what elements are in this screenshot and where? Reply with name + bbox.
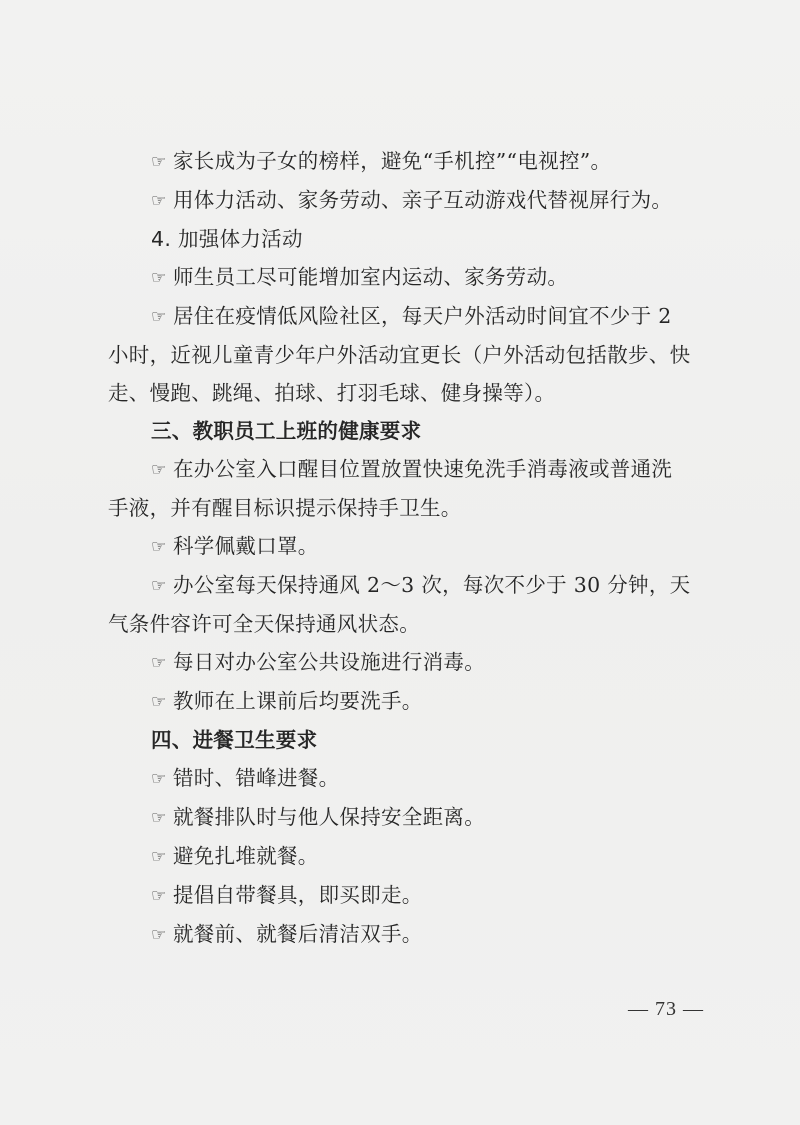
bullet-line — [108, 798, 698, 837]
pointing-hand-icon: ☞ — [151, 268, 167, 288]
bullet-line — [108, 258, 698, 297]
line-text: 错时、错峰进餐。 — [173, 766, 340, 790]
pointing-hand-icon: ☞ — [151, 537, 167, 557]
bullet-line — [108, 297, 698, 336]
section-heading: 四、进餐卫生要求 — [151, 728, 318, 752]
continuation-line: 小时，近视儿童青少年户外活动宜更长（户外活动包括散步、快 — [108, 343, 691, 367]
continuation-line: 走、慢跑、跳绳、拍球、打羽毛球、健身操等）。 — [108, 381, 556, 405]
bullet-line — [108, 450, 698, 489]
bullet-line — [108, 527, 698, 566]
line-text: 办公室每天保持通风 2～3 次，每次不少于 30 分钟，天 — [173, 573, 691, 597]
section-heading: 三、教职员工上班的健康要求 — [151, 419, 422, 443]
line-text: 教师在上课前后均要洗手。 — [173, 689, 423, 713]
body-text — [108, 142, 698, 954]
subheading: 4. 加强体力活动 — [151, 227, 303, 251]
line-text: 用体力活动、家务劳动、亲子互动游戏代替视屏行为。 — [173, 188, 673, 212]
bullet-line — [108, 915, 698, 954]
line-text: 避免扎堆就餐。 — [173, 844, 319, 868]
continuation-line: 手液，并有醒目标识提示保持手卫生。 — [108, 496, 462, 520]
pointing-hand-icon: ☞ — [151, 653, 167, 673]
bullet-line — [108, 142, 698, 181]
pointing-hand-icon: ☞ — [151, 769, 167, 789]
bullet-line — [108, 643, 698, 682]
pointing-hand-icon: ☞ — [151, 692, 167, 712]
pointing-hand-icon: ☞ — [151, 152, 167, 172]
line-text: 就餐前、就餐后清洁双手。 — [173, 922, 423, 946]
bullet-line — [108, 181, 698, 220]
pointing-hand-icon: ☞ — [151, 847, 167, 867]
pointing-hand-icon: ☞ — [151, 886, 167, 906]
line-text: 就餐排队时与他人保持安全距离。 — [173, 805, 485, 829]
bullet-line — [108, 837, 698, 876]
pointing-hand-icon: ☞ — [151, 925, 167, 945]
line-text: 提倡自带餐具，即买即走。 — [173, 883, 423, 907]
pointing-hand-icon: ☞ — [151, 576, 167, 596]
bullet-line — [108, 876, 698, 915]
line-text: 居住在疫情低风险社区，每天户外活动时间宜不少于 2 — [173, 304, 672, 328]
pointing-hand-icon: ☞ — [151, 307, 167, 327]
pointing-hand-icon: ☞ — [151, 191, 167, 211]
line-text: 每日对办公室公共设施进行消毒。 — [173, 650, 485, 674]
bullet-line — [108, 682, 698, 721]
line-text: 科学佩戴口罩。 — [173, 534, 319, 558]
line-text: 家长成为子女的榜样，避免“手机控”“电视控”。 — [173, 149, 612, 173]
line-text: 在办公室入口醒目位置放置快速免洗手消毒液或普通洗 — [173, 457, 673, 481]
line-text: 师生员工尽可能增加室内运动、家务劳动。 — [173, 265, 569, 289]
page-number: — 73 — — [628, 998, 704, 1020]
pointing-hand-icon: ☞ — [151, 460, 167, 480]
pointing-hand-icon: ☞ — [151, 808, 167, 828]
bullet-line — [108, 759, 698, 798]
continuation-line: 气条件容许可全天保持通风状态。 — [108, 612, 420, 636]
bullet-line — [108, 566, 698, 605]
